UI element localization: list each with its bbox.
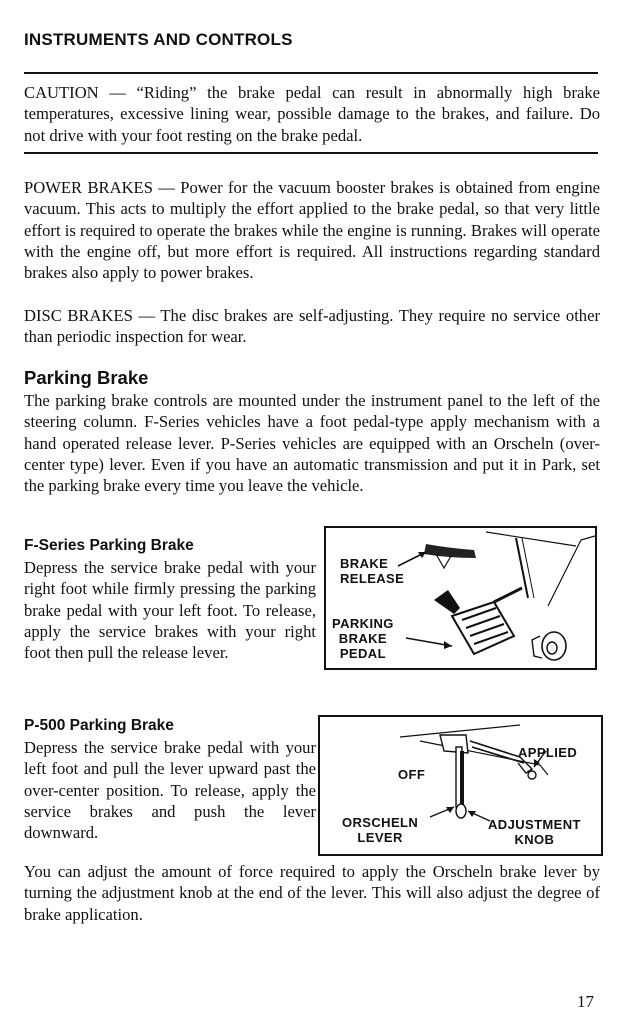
brake-release-label: BRAKE RELEASE bbox=[340, 556, 405, 586]
caution-top-rule bbox=[24, 72, 598, 74]
parking-brake-heading: Parking Brake bbox=[24, 367, 149, 388]
adjustment-paragraph: You can adjust the amount of force required to apply the Orscheln brake lever by turning the adjustment knob at the end of the lever. This will also adjust the degree of brake application. bbox=[24, 862, 600, 924]
page-title: INSTRUMENTS AND CONTROLS bbox=[24, 30, 293, 49]
power-brakes-paragraph: POWER BRAKES — Power for the vacuum booster brakes is obtained from engine vacuum. This acts to multiply the effort applied to the brake pedal, so that very little effort is required to operate the brakes while the engine is running. Brakes will operate with the engine off, but more effort is required. All instructions regarding standard brakes also apply to power brakes. bbox=[24, 178, 600, 283]
p500-heading: P-500 Parking Brake bbox=[24, 717, 174, 734]
caution-bottom-rule bbox=[24, 152, 598, 154]
f-series-brake-figure bbox=[324, 526, 597, 670]
p500-paragraph: Depress the service brake pedal with your left foot and pull the lever upward past the over-center position. To release, apply the service brakes and push the lever downward. bbox=[24, 738, 316, 843]
page-number: 17 bbox=[577, 992, 594, 1011]
f-series-heading: F-Series Parking Brake bbox=[24, 537, 194, 554]
orscheln-lever-label: ORSCHELN LEVER bbox=[342, 815, 419, 845]
disc-brakes-paragraph: DISC BRAKES — The disc brakes are self-adjusting. They require no service other than periodic inspection for wear. bbox=[24, 306, 600, 347]
adjustment-knob-label: ADJUSTMENT KNOB bbox=[488, 817, 581, 847]
applied-label: APPLIED bbox=[518, 745, 578, 760]
f-series-paragraph: Depress the service brake pedal with your right foot while firmly pressing the parking brake pedal with your left foot. To release, apply the service brakes with your right foot then pull the release lever. bbox=[24, 558, 316, 663]
parking-brake-paragraph: The parking brake controls are mounted under the instrument panel to the left of the steering column. F-Series vehicles have a foot pedal-type apply mechanism with a hand operated release lever. P-Series vehicles are equipped with an Orscheln (over-center type) lever. Even if you have an automatic transmission and put it in Park, set the parking brake every time you leave the vehicle. bbox=[24, 391, 600, 496]
p500-brake-figure bbox=[318, 715, 603, 856]
off-label: OFF bbox=[398, 767, 426, 782]
caution-paragraph: CAUTION — “Riding” the brake pedal can result in abnormally high brake temperatures, excessive lining wear, possible damage to the brakes, and failure. Do not drive with your foot resting on the brake pedal. bbox=[24, 83, 600, 145]
parking-brake-pedal-label: PARKING BRAKE PEDAL bbox=[332, 616, 394, 661]
